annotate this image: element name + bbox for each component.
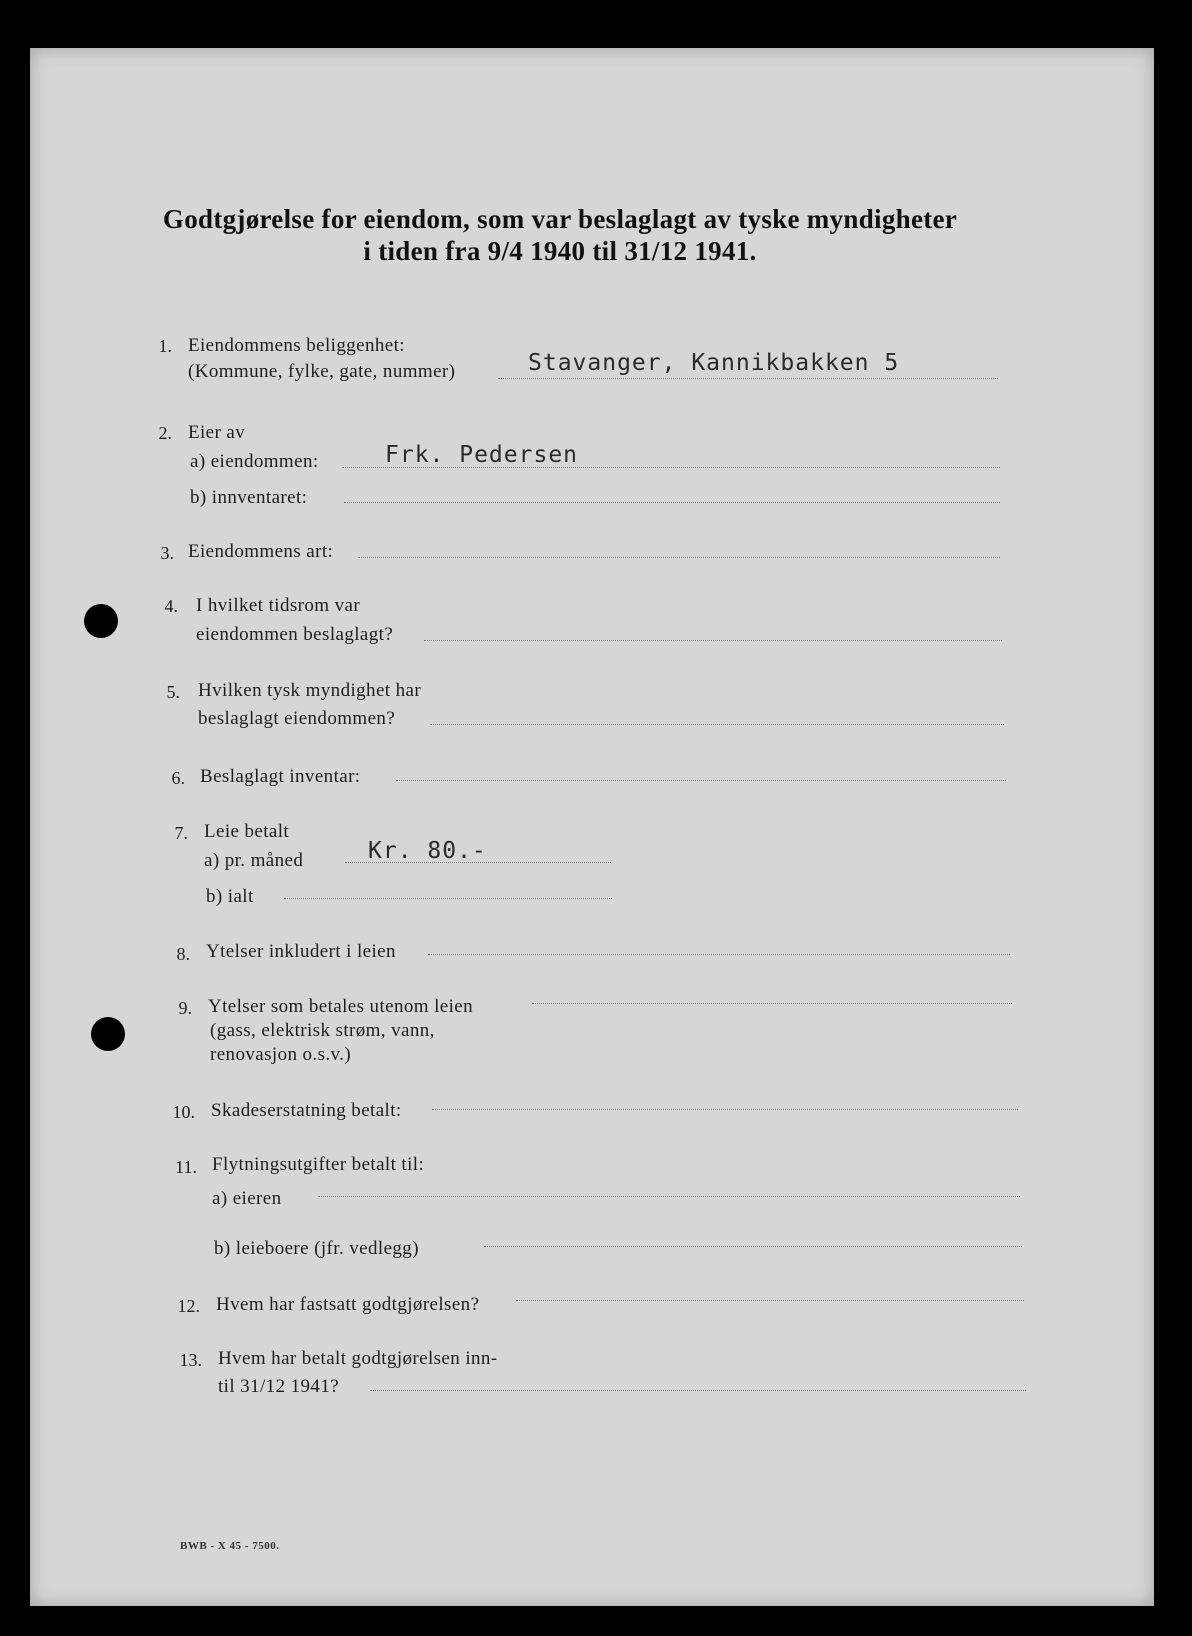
item-13-number: 13. [179, 1350, 202, 1370]
item-3-number: 3. [160, 543, 174, 563]
punch-hole-upper [84, 604, 118, 638]
item-10-field-line [432, 1109, 1018, 1110]
item-13-field-line [370, 1390, 1026, 1391]
item-13-label: Hvem har betalt godtgjørelsen inn- [218, 1348, 498, 1369]
item-12-label: Hvem har fastsatt godtgjørelsen? [216, 1294, 480, 1315]
item-2-number: 2. [158, 423, 172, 443]
item-2a-label: a) eiendommen: [190, 451, 319, 472]
form-title-line1: Godtgjørelse for eiendom, som var beslaglagt av tyske myndigheter [162, 204, 958, 234]
item-2b-label: b) innventaret: [190, 487, 308, 508]
item-3-label: Eiendommens art: [188, 541, 334, 562]
item-2b-field-line [344, 502, 1000, 503]
item-7b-field-line [284, 898, 612, 899]
item-11b-label: b) leieboere (jfr. vedlegg) [214, 1238, 419, 1259]
print-code-footer: BWB - X 45 - 7500. [180, 1540, 280, 1552]
item-1-label: Eiendommens beliggenhet: [188, 335, 405, 356]
item-13-sublabel: til 31/12 1941? [218, 1376, 340, 1397]
item-2a-value: Frk. Pedersen [385, 442, 579, 468]
item-1-sublabel: (Kommune, fylke, gate, nummer) [188, 361, 456, 382]
item-9-number: 9. [178, 998, 192, 1018]
item-7b-label: b) ialt [206, 886, 254, 907]
item-4-sublabel: eiendommen beslaglagt? [196, 624, 394, 645]
item-10-number: 10. [172, 1102, 195, 1122]
item-8-label: Ytelser inkludert i leien [206, 941, 396, 962]
item-11-number: 11. [175, 1157, 197, 1177]
item-11a-label: a) eieren [212, 1188, 282, 1209]
item-7-label: Leie betalt [204, 821, 290, 842]
item-1-number: 1. [158, 336, 172, 356]
item-9-label: Ytelser som betales utenom leien [208, 996, 474, 1017]
punch-hole-lower [91, 1017, 125, 1051]
item-11a-field-line [318, 1196, 1020, 1197]
item-5-number: 5. [166, 682, 180, 702]
item-4-field-line [424, 640, 1002, 641]
item-12-field-line [516, 1300, 1024, 1301]
item-5-sublabel: beslaglagt eiendommen? [198, 708, 396, 729]
item-7a-label: a) pr. måned [204, 850, 304, 871]
item-6-label: Beslaglagt inventar: [200, 766, 361, 787]
form-paper [30, 48, 1154, 1606]
item-11-label: Flytningsutgifter betalt til: [212, 1154, 425, 1175]
item-6-number: 6. [171, 768, 185, 788]
item-3-field-line [358, 557, 1000, 558]
item-7-number: 7. [174, 823, 188, 843]
item-8-number: 8. [176, 944, 190, 964]
item-9-sublabel1: (gass, elektrisk strøm, vann, [210, 1020, 435, 1041]
item-5-label: Hvilken tysk myndighet har [198, 680, 422, 701]
item-11b-field-line [484, 1246, 1022, 1247]
item-9-field-line [532, 1003, 1012, 1004]
item-4-label: I hvilket tidsrom var [196, 595, 361, 616]
item-8-field-line [428, 954, 1010, 955]
item-2-label: Eier av [188, 422, 246, 443]
item-1-field-line [498, 378, 998, 379]
item-10-label: Skadeserstatning betalt: [211, 1100, 402, 1121]
item-12-number: 12. [177, 1296, 200, 1316]
item-6-field-line [396, 780, 1006, 781]
item-9-sublabel2: renovasjon o.s.v.) [210, 1044, 352, 1065]
item-5-field-line [430, 724, 1004, 725]
form-title-line2: i tiden fra 9/4 1940 til 31/12 1941. [363, 236, 757, 266]
item-4-number: 4. [164, 596, 178, 616]
item-7a-value: Kr. 80.- [368, 838, 487, 864]
item-1-value: Stavanger, Kannikbakken 5 [528, 350, 900, 376]
